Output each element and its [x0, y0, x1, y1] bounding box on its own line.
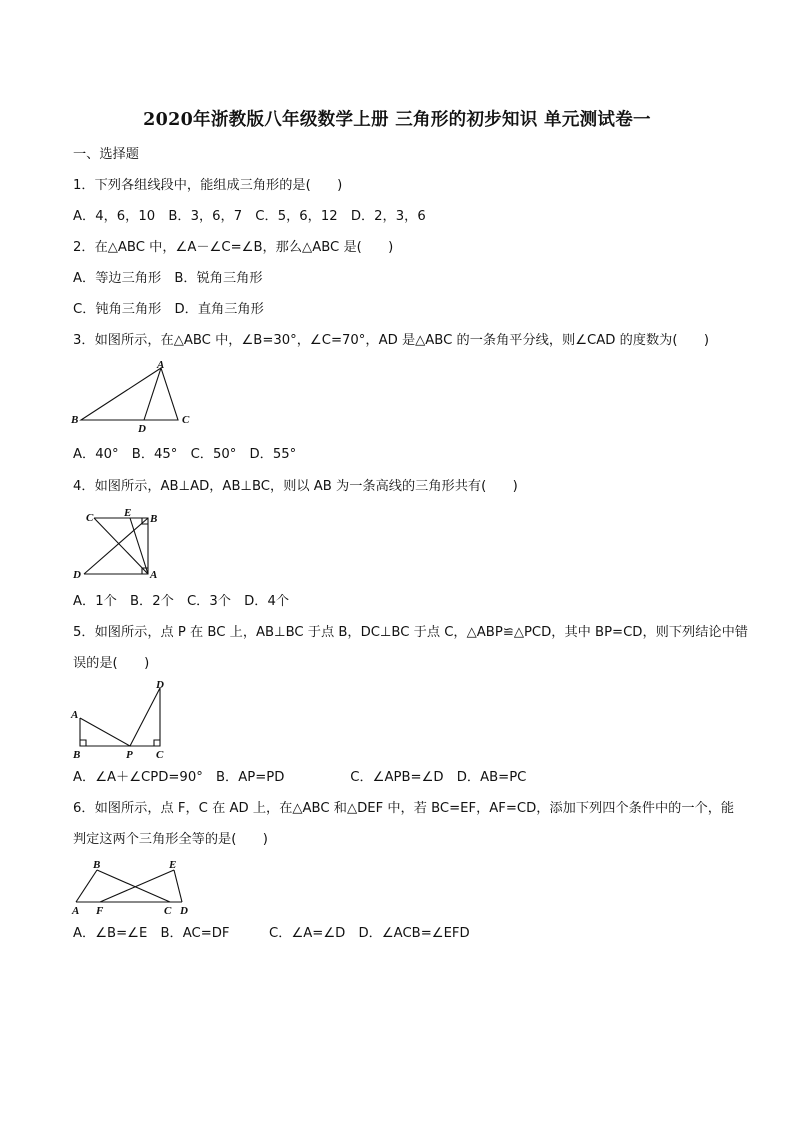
question-3-figure — [66, 360, 206, 435]
label-d: D — [73, 569, 81, 581]
label-b: B — [93, 859, 101, 871]
label-c: C — [156, 749, 164, 761]
label-a: A — [150, 569, 158, 581]
segment-fe — [100, 870, 174, 902]
segment-ed — [174, 870, 182, 902]
label-b: B — [150, 513, 158, 525]
label-a: A — [71, 709, 79, 721]
question-1-stem: 1．下列各组线段中，能组成三角形的是( ) — [73, 178, 343, 193]
question-6-stem-line1: 6．如图所示，点 F，C 在 AD 上，在△ABC 和△DEF 中，若 BC=EF，AF=CD，添加下列四个条件中的一个，能 — [73, 801, 735, 816]
question-5-stem-line2: 误的是( ) — [73, 656, 150, 671]
label-p: P — [126, 749, 133, 761]
path-abpdc — [80, 688, 160, 746]
label-a: A — [72, 905, 80, 917]
label-d: D — [138, 423, 146, 435]
question-6-stem-line2: 判定这两个三角形全等的是( ) — [73, 832, 268, 847]
label-e: E — [169, 859, 177, 871]
label-f: F — [96, 905, 104, 917]
section-heading: 一、选择题 — [73, 147, 139, 162]
question-3-options: A．40° B．45° C．50° D．55° — [73, 447, 297, 462]
question-4-stem: 4．如图所示，AB⊥AD，AB⊥BC，则以 AB 为一条高线的三角形共有( ) — [73, 479, 518, 494]
segment-db — [84, 518, 148, 574]
question-2-options-row1: A．等边三角形 B．锐角三角形 — [73, 271, 263, 286]
triangle-abc — [81, 368, 178, 420]
bisector-ad — [144, 368, 161, 420]
question-5-stem-line1: 5．如图所示，点 P 在 BC 上，AB⊥BC 于点 B，DC⊥BC 于点 C，△ABP≌△PCD，其中 BP=CD，则下列结论中错 — [73, 625, 748, 640]
question-2-options-row2: C．钝角三角形 D．直角三角形 — [73, 302, 264, 317]
label-b: B — [73, 749, 81, 761]
question-6-options: A．∠B=∠E B．AC=DF C．∠A=∠D D．∠ACB=∠EFD — [73, 926, 470, 941]
segment-bc — [97, 870, 170, 902]
right-angle-b — [80, 740, 86, 746]
label-c: C — [164, 905, 172, 917]
segment-ab — [76, 870, 97, 902]
question-3-stem: 3．如图所示，在△ABC 中，∠B=30°，∠C=70°，AD 是△ABC 的一条角平分线，则∠CAD 的度数为( ) — [73, 333, 710, 348]
page-title: 2020年浙教版八年级数学上册 三角形的初步知识 单元测试卷一 — [143, 110, 651, 130]
question-6-figure — [66, 856, 196, 918]
label-c: C — [86, 512, 94, 524]
question-4-figure — [66, 504, 176, 584]
label-c: C — [182, 414, 190, 426]
label-d: D — [180, 905, 188, 917]
segment-ac — [94, 518, 148, 574]
label-d: D — [156, 679, 164, 691]
question-5-figure — [66, 678, 186, 768]
question-1-options: A．4，6，10 B．3，6，7 C．5，6，12 D．2，3，6 — [73, 209, 426, 224]
question-2-stem: 2．在△ABC 中，∠A－∠C=∠B，那么△ABC 是( ) — [73, 240, 394, 255]
right-angle-c — [154, 740, 160, 746]
question-4-options: A．1个 B．2个 C．3个 D．4个 — [73, 594, 290, 609]
label-b: B — [71, 414, 79, 426]
label-e: E — [124, 507, 132, 519]
question-5-options: A．∠A＋∠CPD=90° B．AP=PD C．∠APB=∠D D．AB=PC — [73, 770, 527, 785]
label-a: A — [157, 360, 165, 371]
